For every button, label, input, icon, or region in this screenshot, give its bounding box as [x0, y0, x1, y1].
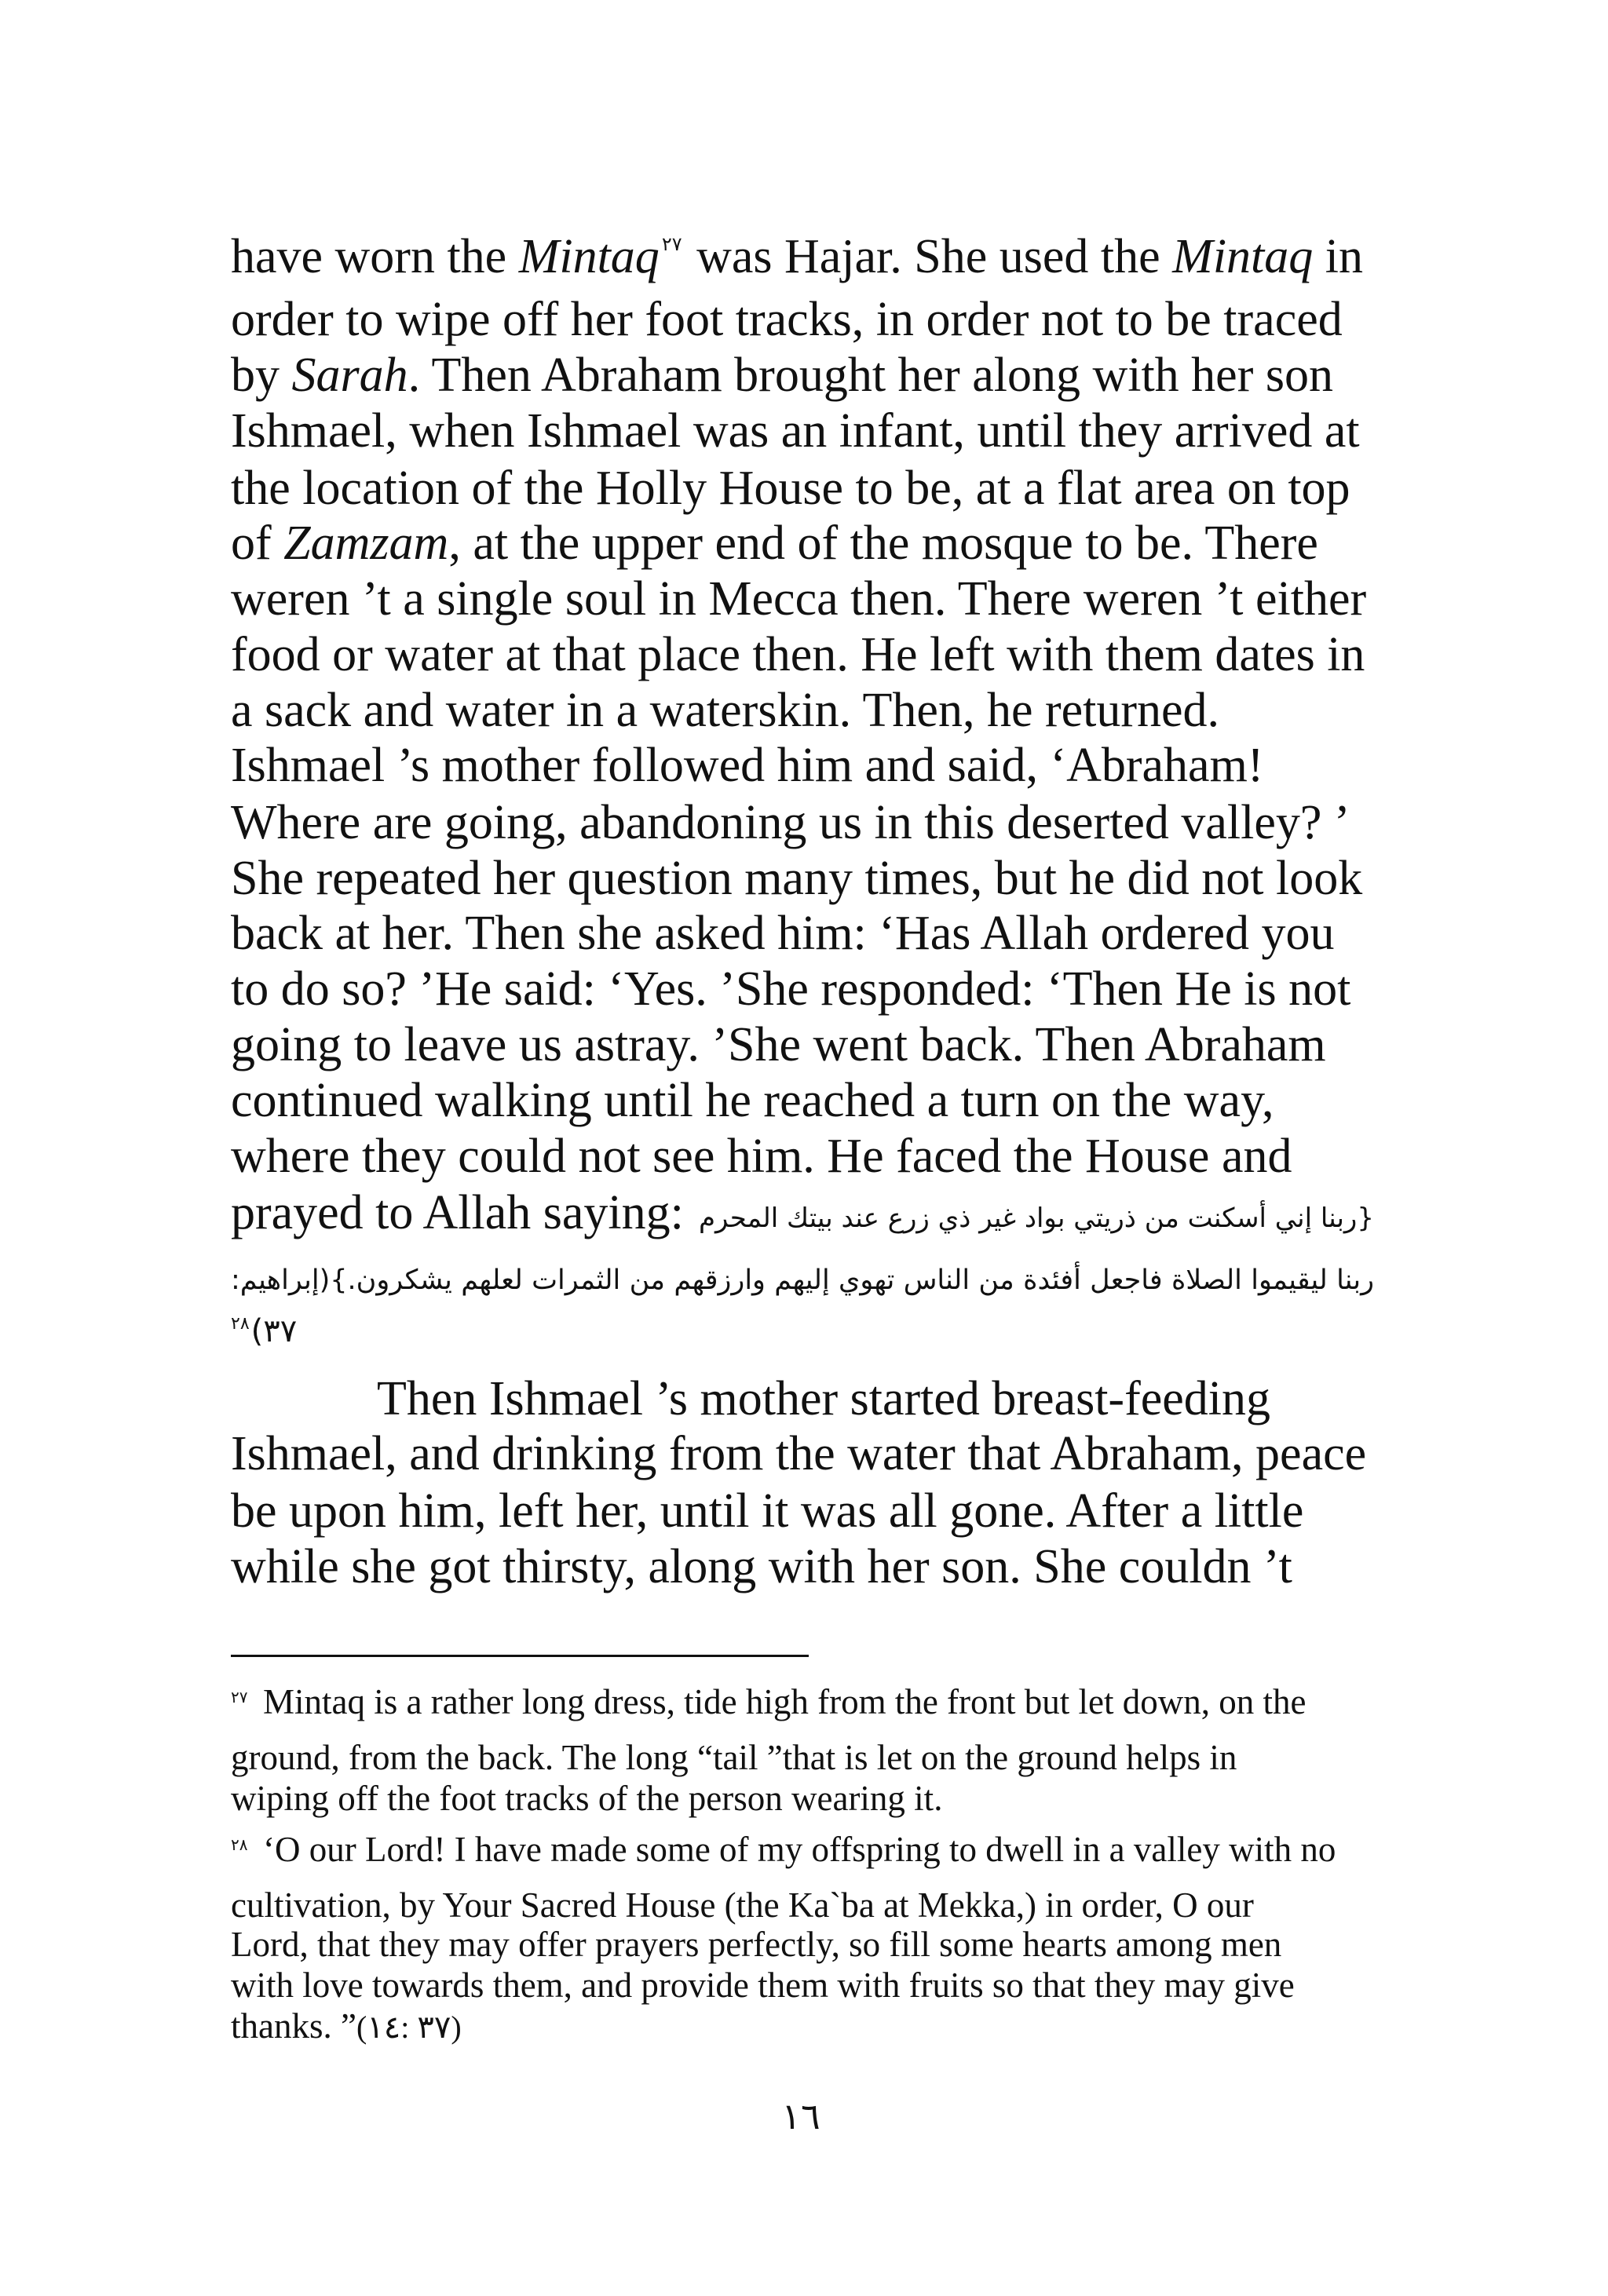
footnote-ref-28: ٢٨ [231, 1314, 250, 1334]
body-line: Ishmael, when Ishmael was an infant, until they arrived at [231, 404, 1360, 458]
footnote-line [231, 1829, 1336, 1870]
footnote-text: ‘O our Lord! I have made some of my offspring to dwell in a valley with no [263, 1830, 1336, 1869]
body-line: She repeated her question many times, but he did not look [231, 852, 1363, 905]
text-segment: of [231, 517, 284, 570]
body-line: Then Ishmael ’s mother started breast-feeding [377, 1372, 1270, 1425]
footnote-line: ground, from the back. The long “tail ”that is let on the ground helps in [231, 1738, 1237, 1777]
text-segment: . Then Abraham brought her along with her son [407, 349, 1333, 402]
footnote-line: cultivation, by Your Sacred House (the Ka`ba at Mekka,) in order, O our [231, 1885, 1254, 1925]
footnote-line: Lord, that they may offer prayers perfectly, so fill some hearts among men [231, 1925, 1282, 1964]
body-line: to do so? ’He said: ‘Yes. ’She responded: ‘Then He is not [231, 962, 1351, 1016]
body-line: back at her. Then she asked him: ‘Has Allah ordered you [231, 907, 1335, 960]
italic-term-sarah: Sarah [291, 349, 408, 402]
footnote-line [231, 2006, 462, 2046]
footnote-mark-27: ٢٧ [231, 1688, 248, 1706]
arabic-quote-citation [231, 1308, 297, 1355]
italic-term-zamzam: Zamzam [283, 517, 449, 570]
arabic-quote-line-1: {ربنا إني أسكنت من ذريتي بواد غير ذي زرع عند بيتك المحرم [699, 1203, 1374, 1234]
text-segment: was Hajar. She used the [684, 230, 1173, 283]
verse-number: (٣٧ [250, 1313, 298, 1349]
footnote-separator [231, 1655, 809, 1657]
body-line: food or water at that place then. He left with them dates in [231, 628, 1365, 681]
footnote-line: with love towards them, and provide them with fruits so that they may give [231, 1966, 1295, 2005]
arabic-quote-line-2: ربنا ليقيموا الصلاة فاجعل أفئدة من الناس تهوي إليهم وارزقهم من الثمرات لعلهم يشكرون.}(إبراهيم: [231, 1265, 1374, 1296]
body-line: be upon him, left her, until it was all gone. After a little [231, 1484, 1304, 1538]
body-line: a sack and water in a waterskin. Then, he returned. [231, 684, 1220, 737]
body-line: Ishmael ’s mother followed him and said, ‘Abraham! [231, 739, 1264, 792]
footnote-mark-28: ٢٨ [231, 1835, 248, 1854]
body-line: prayed to Allah saying: [231, 1186, 684, 1239]
body-line: the location of the Holly House to be, at a flat area on top [231, 462, 1350, 515]
footnote-line [231, 1681, 1306, 1722]
body-line [231, 229, 1363, 285]
text-segment: have worn the [231, 230, 519, 283]
body-line: Ishmael, and drinking from the water that Abraham, peace [231, 1427, 1367, 1480]
italic-term-mintaq: Mintaq [518, 230, 660, 283]
page-number: ١٦ [781, 2095, 820, 2137]
text-segment: by [231, 349, 292, 402]
footnote-ref-27: ٢٧ [661, 233, 682, 255]
body-line [231, 348, 1333, 403]
footnote-text: thanks. ” [231, 2006, 356, 2046]
text-segment: in [1313, 230, 1364, 283]
text-segment: , at the upper end of the mosque to be. There [448, 517, 1318, 570]
body-line: while she got thirsty, along with her son. She couldn ’t [231, 1540, 1292, 1593]
body-line [231, 516, 1318, 571]
footnote-line: wiping off the foot tracks of the person wearing it. [231, 1779, 943, 1818]
body-line: where they could not see him. He faced the House and [231, 1130, 1292, 1183]
body-line: Where are going, abandoning us in this deserted valley? ’ [231, 796, 1350, 849]
verse-citation: (١٤: ٣٧) [356, 2009, 462, 2045]
body-line: continued walking until he reached a turn on the way, [231, 1074, 1274, 1127]
body-line: weren ’t a single soul in Mecca then. There weren ’t either [231, 572, 1367, 626]
body-line: going to leave us astray. ’She went back. Then Abraham [231, 1018, 1326, 1071]
footnote-text: Mintaq is a rather long dress, tide high from the front but let down, on the [263, 1682, 1306, 1721]
italic-term-mintaq: Mintaq [1172, 230, 1314, 283]
body-line: order to wipe off her foot tracks, in order not to be traced [231, 293, 1343, 346]
